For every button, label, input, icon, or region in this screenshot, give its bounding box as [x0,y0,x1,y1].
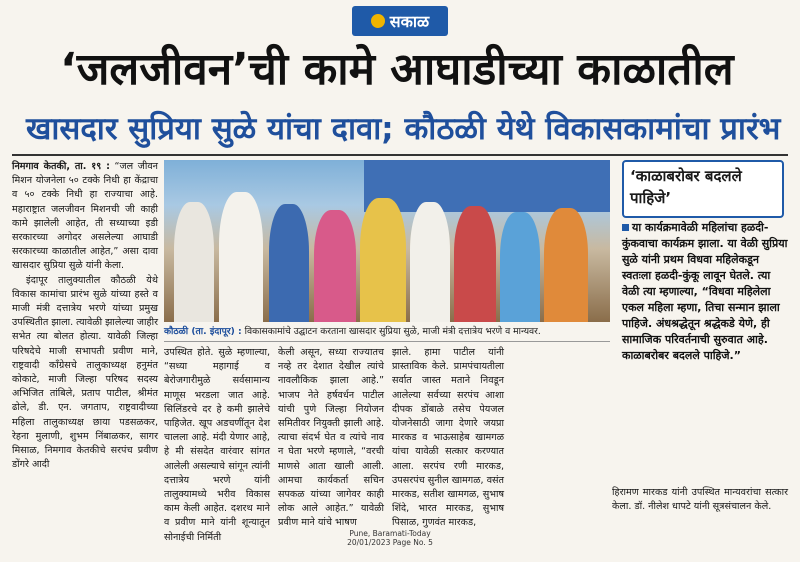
article-column-4 [392,346,504,529]
caption-divider [164,341,610,342]
sidebar-heading: ‘काळाबरोबर बदलले पाहिजे’ [622,160,784,218]
page-footer [330,529,450,547]
sidebar-closing: हिरामण मारकड यांनी उपस्थित मान्यवरांचा सत्कार केला. डॉ. नीलेश धापटे यांनी सूत्रसंचालन केले. [612,487,788,513]
col2-text: उपस्थित होते. सुळे म्हणाल्या, “सध्या महागाई व बेरोजगारीमुळे सर्वसामान्य माणूस भरडला जात आहे. सिलिंडरचे दर हे कमी झालेचे पाहिजेत. खूप अडचणींतून देश चालला आहे. मंदी येणार आहे, हे मी संसदेत वारंवार सांगत आलेली असल्याचे सांगून त्यांनी दत्तात्रेय भरणे यांनी तालुक्यामध्ये भरीव विकास काम केली आहेत. दशरथ माने व प्रवीण माने यांनी शून्यातून सोनाईची निर्मिती [164,347,270,543]
footer-edition: Pune, Baramati-Today [349,529,431,538]
sun-logo-icon [371,14,385,28]
photo-person [410,202,450,322]
article-column-3 [278,346,384,529]
footer-date-page: 20/01/2023 Page No. 5 [347,538,433,547]
photo-person [544,208,588,322]
headline-divider [12,154,788,156]
photo-person [174,202,214,322]
col3-text: केली असून, सध्या राज्यातच नव्हे तर देशात देखील त्यांचे नावलौकिक झाला आहे.” भाजप नेते हर्षवर्धन पाटील यांची पुणे जिल्हा नियोजन समितीवर नियुक्ती झाली आहे. त्याचा संदर्भ घेत व त्यांचे नाव न घेता भरणे म्हणाले, “वरची माणसे आता खाली आली. आमचा कार्यकर्ता सचिन सपकळ यांच्या जागेवर काही लोक आले आहेत.” यावेळी प्रवीण माने यांचे भाषण [278,347,384,529]
col1-para-1: “जल जीवन मिशन योजनेला ५० टक्के निधी हा केंद्राचा व ५० टक्के निधी हा राज्याचा आहे. महाराष्ट्रात जलजीवन मिशनची जी काही कामे झालेली आहेत, ती सध्याच्या इडी सरकारच्या अगोदर असलेल्या आघाडी सरकारच्या काळातील आहेत,” असा दावा खासदार सुप्रिया सुळे यांनी केला. [12,161,158,272]
col4-text: झाले. हामा पाटील यांनी प्रास्ताविक केले. प्रामपंचायतीला सर्वात जास्त मताने निवडून आलेल्या सर्वच्या सरपंच आशा दीपक डोंबाळे तसेच पेयजल योजनेसाठी जागा देणारे जयप्रा मारकड व भाऊसाहेब खामगळ यांचा यावेळी सत्कार करण्यात आला. सरपंच रणी मारकड, उपसरपंच सुनील खामगळ, वसंत मारकड, सतीश खामगळ, सुभाष शिंदे, भारत मारकड, सुभाष पिसाळ, गुणवंत मारकड, [392,347,504,529]
photo-person [360,198,406,322]
newspaper-masthead [352,6,448,36]
sidebar-body: या कार्यक्रमावेळी महिलांचा हळदी-कुंकवाचा कार्यक्रम झाला. या वेळी सुप्रिया सुळे यांनी प्रथम विधवा महिलेकडून स्वतःला हळदी-कुंकू लावून घेतले. त्या वेळी त्या म्हणाल्या, “विधवा महिलेला एकल महिला म्हणा, तिचा सन्मान झाला पाहिजे. अंधश्रद्धेतून श्रद्धेकडे येणे, ही सामाजिक परिवर्तनाची सुरुवात आहे. काळाबरोबर बदलले पाहिजे.” [622,221,788,362]
photo-person [269,204,309,322]
photo-person [500,212,540,322]
sidebar-text [622,220,788,364]
dateline: निमगाव केतकी, ता. १९ : [12,161,110,172]
col1-para-2: इंदापूर तालुक्यातील कौठळी येथे विकास कामांचा प्रारंभ सुळे यांच्या हस्ते व माजी मंत्री दत्तात्रेय भरणे यांच्या प्रमुख उपस्थितीत झाला. त्यावेळी झालेल्या जाहीर सभेत त्या बोलत होत्या. यावेळी जिल्हा परिषदेचे माजी सभापती प्रवीण माने, राष्ट्रवादी काँग्रेसचे तालुकाध्यक्ष हनुमंत कोकाटे, माजी जिल्हा परिषद सदस्य अभिजित तांबिले, प्रताप पाटील, श्रीमंत ढोले, डी. एन. जगताप, राष्ट्रवादीच्या महिला तालुकाध्यक्ष छाया पडसळकर, रेहना मुलाणी, शुभम निंबाळकर, सागर मिसाळ, निमगाव केतकीचे सरपंच प्रवीण डोंगरे आदी [12,274,158,471]
photo-banner [364,160,610,212]
article-column-2 [164,346,270,543]
event-photo [164,160,610,322]
photo-person [314,210,356,322]
photo-person [454,206,496,322]
caption-place: कौठळी (ता. इंदापूर) : [164,326,242,337]
article-column-1 [12,160,158,528]
masthead-title: सकाळ [389,12,430,31]
subheadline: खासदार सुप्रिया सुळे यांचा दावा; कौठळी येथे विकासकामांचा प्रारंभ [26,111,781,147]
photo-person [219,192,263,322]
caption-text: विकासकामांचे उद्घाटन करताना खासदार सुप्रिया सुळे, माजी मंत्री दत्तात्रेय भरणे व मान्यवर. [241,326,541,337]
bullet-icon [622,224,629,231]
photo-caption [164,324,610,340]
headline: ‘जलजीवन’ची कामे आघाडीच्या काळातील [60,44,734,95]
